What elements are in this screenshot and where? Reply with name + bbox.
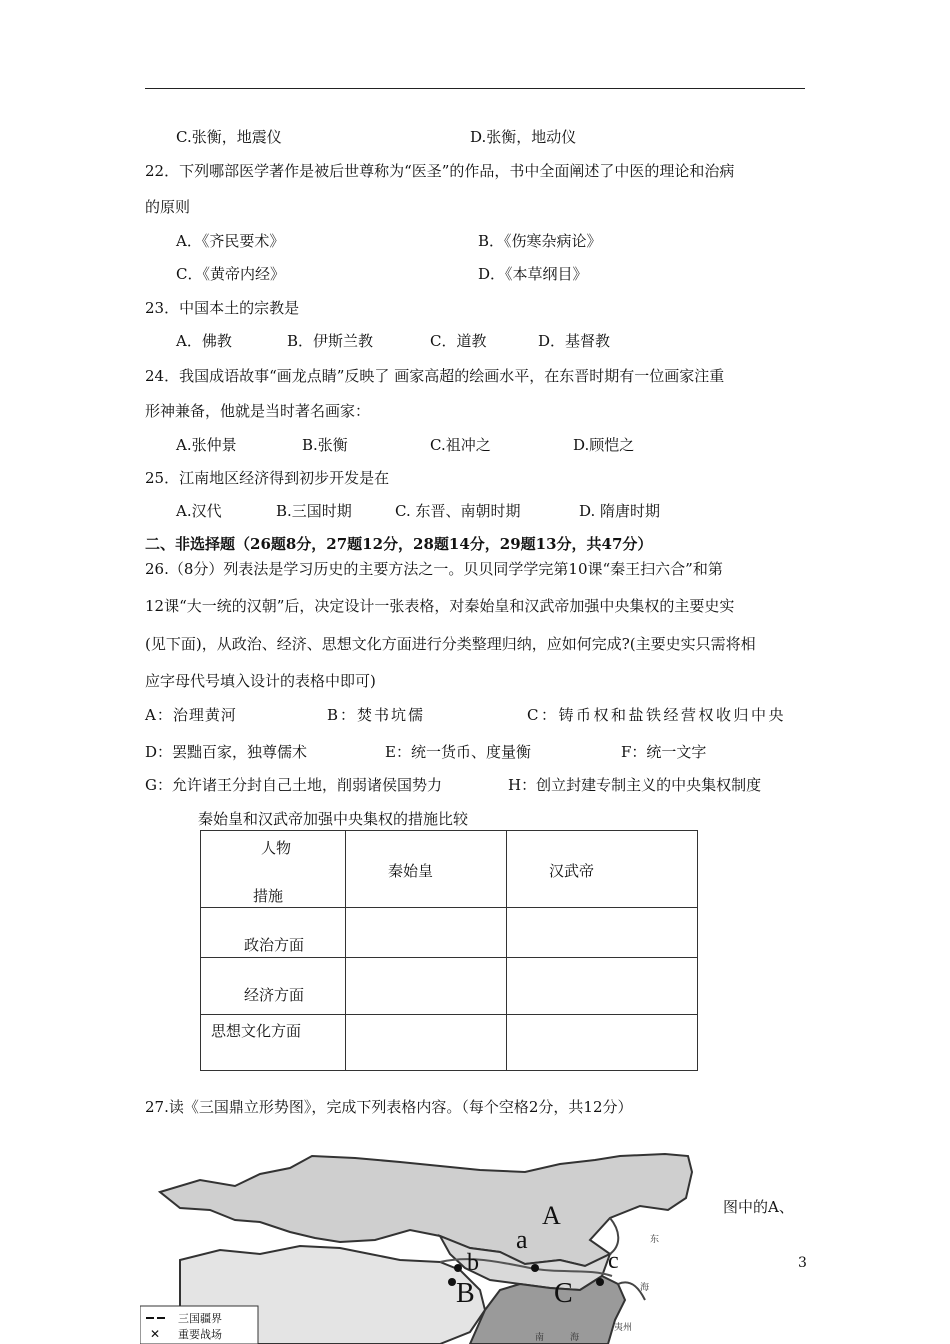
fact-h: H：创立封建专制主义的中央集权制度 bbox=[508, 776, 762, 794]
fact-g: G：允许诸王分封自己土地，削弱诸侯国势力 bbox=[145, 776, 442, 794]
map-label-B: B bbox=[456, 1278, 475, 1309]
q22-option-d: D．《本草纲目》 bbox=[478, 265, 588, 283]
map-label-A: A bbox=[542, 1201, 561, 1230]
q26-stem-4: 应字母代号填入设计的表格中即可) bbox=[145, 672, 376, 690]
q23-option-b: B．伊斯兰教 bbox=[287, 332, 374, 350]
q24-option-d: D.顾恺之 bbox=[573, 436, 635, 454]
table-cell-empty[interactable] bbox=[346, 958, 507, 1015]
header-rule bbox=[145, 88, 805, 89]
q24-option-a: A.张仲景 bbox=[176, 436, 237, 454]
q26-stem-1: 26.（8分）列表法是学习历史的主要方法之一。贝贝同学学完第10课“秦王扫六合”和第 bbox=[145, 560, 723, 578]
table-cell-empty[interactable] bbox=[346, 908, 507, 958]
q24-option-c: C.祖冲之 bbox=[430, 436, 491, 454]
fact-f: F：统一文字 bbox=[621, 743, 707, 761]
table-cell-empty[interactable] bbox=[346, 1015, 507, 1071]
q25-option-a: A.汉代 bbox=[176, 502, 222, 520]
q27-stem: 27.读《三国鼎立形势图》，完成下列表格内容。（每个空格2分，共12分） bbox=[145, 1098, 633, 1116]
comparison-table bbox=[200, 830, 698, 1071]
map-label-south: 南 bbox=[535, 1333, 545, 1343]
map-label-b: b bbox=[467, 1250, 479, 1276]
map-legend-battle-label: 重要战场 bbox=[178, 1328, 222, 1341]
table-corner-cell bbox=[201, 831, 346, 908]
q24-stem-cont: 形神兼备，他就是当时著名画家： bbox=[145, 402, 371, 420]
q23-stem: 23．中国本土的宗教是 bbox=[145, 299, 300, 317]
q24-option-b: B.张衡 bbox=[302, 436, 348, 454]
table-row-label: 政治方面 bbox=[244, 936, 305, 954]
q23-option-a: A．佛教 bbox=[176, 332, 232, 350]
q23-option-d: D．基督教 bbox=[538, 332, 611, 350]
map-label-a: a bbox=[516, 1225, 528, 1254]
table-cell-empty[interactable] bbox=[507, 908, 698, 958]
q24-stem: 24．我国成语故事“画龙点睛”反映了 画家高超的绘画水平，在东晋时期有一位画家注重 bbox=[145, 367, 725, 385]
q26-stem-3: (见下面)，从政治、经济、思想文化方面进行分类整理归纳，应如何完成?(主要史实只需将相 bbox=[145, 635, 756, 653]
map-battlefield-marker bbox=[448, 1278, 456, 1286]
q21-option-c: C.张衡，地震仪 bbox=[176, 128, 282, 146]
q25-stem: 25．江南地区经济得到初步开发是在 bbox=[145, 469, 390, 487]
fact-c: C：铸币权和盐铁经营权收归中央 bbox=[527, 706, 786, 724]
table-row-label: 思想文化方面 bbox=[211, 1022, 302, 1040]
table-header-qin bbox=[346, 831, 507, 908]
map-label-c: c bbox=[608, 1248, 619, 1274]
fact-b: B：焚书坑儒 bbox=[327, 706, 426, 724]
q22-option-c: C．《黄帝内经》 bbox=[176, 265, 285, 283]
map-label-sea: 海 bbox=[640, 1283, 650, 1293]
q22-stem: 22．下列哪部医学著作是被后世尊称为“医圣”的作品，书中全面阐述了中医的理论和治病 bbox=[145, 162, 735, 180]
fact-e: E：统一货币、度量衡 bbox=[385, 743, 531, 761]
map-label-yizhou: 夷州 bbox=[614, 1323, 633, 1333]
map-battlefield-marker bbox=[454, 1264, 462, 1272]
table-row-culture bbox=[201, 1015, 346, 1071]
fact-a: A：治理黄河 bbox=[145, 706, 237, 724]
section-2-heading: 二、非选择题（26题8分，27题12分，28题14分，29题13分，共47分） bbox=[145, 535, 653, 553]
map-battlefield-marker bbox=[531, 1264, 539, 1272]
table-corner-bottom: 措施 bbox=[253, 887, 284, 905]
map-label-east: 东 bbox=[650, 1235, 660, 1245]
map-legend-battle-symbol: ✕ bbox=[150, 1327, 161, 1341]
q26-stem-2: 12课“大一统的汉朝”后，决定设计一张表格，对秦始皇和汉武帝加强中央集权的主要史实 bbox=[145, 597, 735, 615]
page-number: 3 bbox=[798, 1255, 807, 1271]
table-header-han bbox=[507, 831, 698, 908]
table-corner-top: 人物 bbox=[261, 839, 292, 857]
q22-option-b: B．《伤寒杂病论》 bbox=[478, 232, 602, 250]
map-side-text: 图中的A、 bbox=[723, 1198, 794, 1216]
table-row-economy bbox=[201, 958, 346, 1015]
map-label-C: C bbox=[554, 1278, 573, 1309]
table-header-han-label: 汉武帝 bbox=[549, 862, 595, 880]
table-cell-empty[interactable] bbox=[507, 958, 698, 1015]
q23-option-c: C．道教 bbox=[430, 332, 487, 350]
q25-option-d: D. 隋唐时期 bbox=[579, 502, 661, 520]
q25-option-b: B.三国时期 bbox=[276, 502, 352, 520]
map-battlefield-marker bbox=[596, 1278, 604, 1286]
table-header-qin-label: 秦始皇 bbox=[388, 862, 434, 880]
fact-d: D：罢黜百家，独尊儒术 bbox=[145, 743, 308, 761]
q22-option-a: A．《齐民要术》 bbox=[176, 232, 285, 250]
table-cell-empty[interactable] bbox=[507, 1015, 698, 1071]
q25-option-c: C. 东晋、南朝时期 bbox=[395, 502, 521, 520]
map-legend-border-label: 三国疆界 bbox=[178, 1312, 222, 1325]
three-kingdoms-map bbox=[140, 1150, 710, 1344]
table-caption: 秦始皇和汉武帝加强中央集权的措施比较 bbox=[198, 810, 469, 828]
q21-option-d: D.张衡，地动仪 bbox=[470, 128, 577, 146]
table-row-politics bbox=[201, 908, 346, 958]
map-label-south-sea: 海 bbox=[570, 1333, 580, 1343]
table-row-label: 经济方面 bbox=[244, 986, 305, 1004]
q22-stem-cont: 的原则 bbox=[145, 198, 191, 216]
